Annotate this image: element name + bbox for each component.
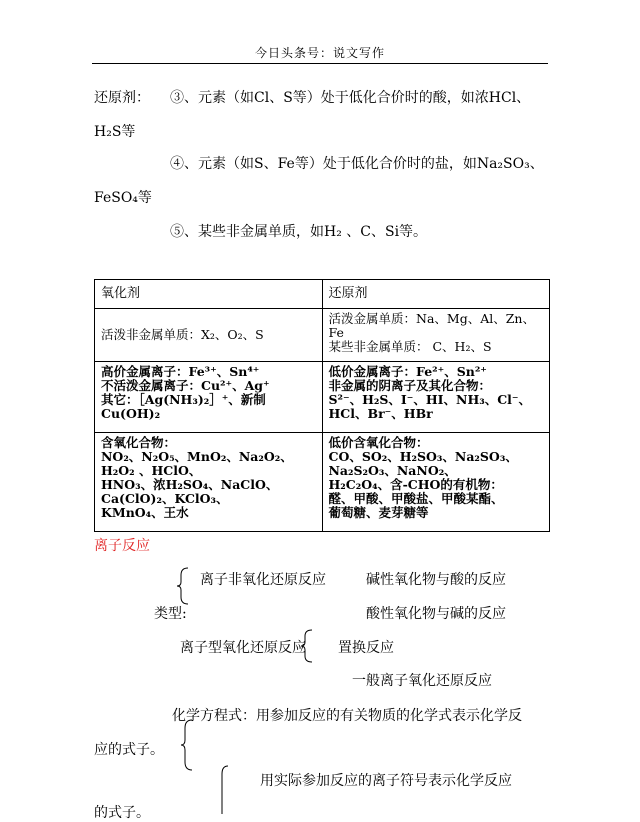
table-cell	[322, 309, 550, 362]
table-cell	[95, 362, 323, 433]
redox-agent-table	[94, 279, 550, 532]
cell-line: 某些非金属单质： C、H₂、S	[328, 339, 492, 354]
reducer-item-3-cont: H₂S等	[94, 124, 136, 140]
cell-line: Na₂S₂O₃、NaNO₂、	[328, 463, 457, 478]
cell-line: 葡萄糖、麦芽糖等	[328, 505, 429, 520]
ionic-equation-definition-cont: 的式子。	[94, 805, 150, 821]
cell-line: S²⁻、H₂S、I⁻、HI、NH₃、Cl⁻、	[328, 392, 532, 407]
table-header-row	[95, 280, 550, 309]
cell-line: HCl、Br⁻、HBr	[328, 406, 433, 421]
cell-line: 其它：［Ag(NH₃)₂］⁺、新制	[101, 392, 266, 407]
reducer-item-5: ⑤、某些非金属单质，如H₂ 、C、Si等。	[170, 224, 428, 240]
cell-line: Ca(ClO)₂、KClO₃、	[101, 491, 229, 506]
acid-oxide-reaction: 酸性氧化物与碱的反应	[366, 606, 506, 622]
table-cell	[322, 433, 550, 532]
cell-line: CO、SO₂、H₂SO₃、Na₂SO₃、	[328, 449, 518, 464]
reducer-item-4: ④、元素（如S、Fe等）处于低化合价时的盐，如Na₂SO₃、	[170, 156, 544, 172]
reducer-item-3: ③、元素（如Cl、S等）处于低化合价时的酸，如浓HCl、	[170, 90, 531, 106]
redox-reaction: 离子型氧化还原反应	[180, 640, 306, 656]
page-header: 今日头条号：说文写作	[254, 46, 385, 60]
left-brace-icon	[180, 718, 194, 772]
cell-line: NO₂、N₂O₅、MnO₂、Na₂O₂、	[101, 449, 293, 464]
non-redox-reaction: 离子非氧化还原反应	[200, 572, 326, 588]
ionic-reaction-heading: 离子反应	[94, 538, 150, 554]
table-cell	[95, 433, 323, 532]
header-divider	[92, 63, 548, 64]
cell-line: 不活泼金属离子：Cu²⁺、Ag⁺	[101, 378, 270, 393]
cell-line: 含氧化合物：	[101, 435, 177, 450]
general-redox-reaction: 一般离子氧化还原反应	[352, 673, 492, 689]
left-brace-icon	[218, 764, 230, 814]
cell-line: 高价金属离子：Fe³⁺、Sn⁴⁺	[101, 364, 260, 379]
ionic-equation-definition: 用实际参加反应的离子符号表示化学反应	[260, 773, 512, 789]
cell-line: Cu(OH)₂	[101, 406, 161, 421]
cell-line: 活泼金属单质：Na、Mg、Al、Zn、Fe	[328, 311, 535, 340]
table-row	[95, 362, 550, 433]
table-header-reducer: 还原剂	[322, 280, 550, 309]
reducer-item-4-cont: FeSO₄等	[94, 190, 152, 206]
cell-line: H₂C₂O₄、含-CHO的有机物：	[328, 477, 503, 492]
displacement-reaction: 置换反应	[338, 640, 394, 656]
table-row	[95, 433, 550, 532]
base-oxide-reaction: 碱性氧化物与酸的反应	[366, 572, 506, 588]
chemical-equation-definition-cont: 应的式子。	[94, 742, 164, 758]
table-header-oxidizer: 氧化剂	[95, 280, 323, 309]
cell-line: 醛、甲酸、甲酸盐、甲酸某酯、	[328, 491, 504, 506]
cell-line: H₂O₂ 、HClO、	[101, 463, 202, 478]
type-label: 类型:	[154, 606, 187, 622]
reducer-label: 还原剂：	[94, 90, 150, 106]
table-row	[95, 309, 550, 362]
table-cell	[95, 309, 323, 362]
chemical-equation-definition: 化学方程式：用参加反应的有关物质的化学式表示化学反	[172, 708, 522, 724]
cell-line: 活泼非金属单质：X₂、O₂、S	[101, 327, 264, 342]
cell-line: KMnO₄、王水	[101, 505, 189, 520]
left-brace-icon	[300, 628, 314, 664]
cell-line: HNO₃、浓H₂SO₄、NaClO、	[101, 477, 279, 492]
cell-line: 低价含氧化合物：	[328, 435, 429, 450]
left-brace-icon	[176, 566, 190, 606]
table-cell	[322, 362, 550, 433]
cell-line: 非金属的阴离子及其化合物：	[328, 378, 492, 393]
cell-line: 低价金属离子：Fe²⁺、Sn²⁺	[328, 364, 487, 379]
